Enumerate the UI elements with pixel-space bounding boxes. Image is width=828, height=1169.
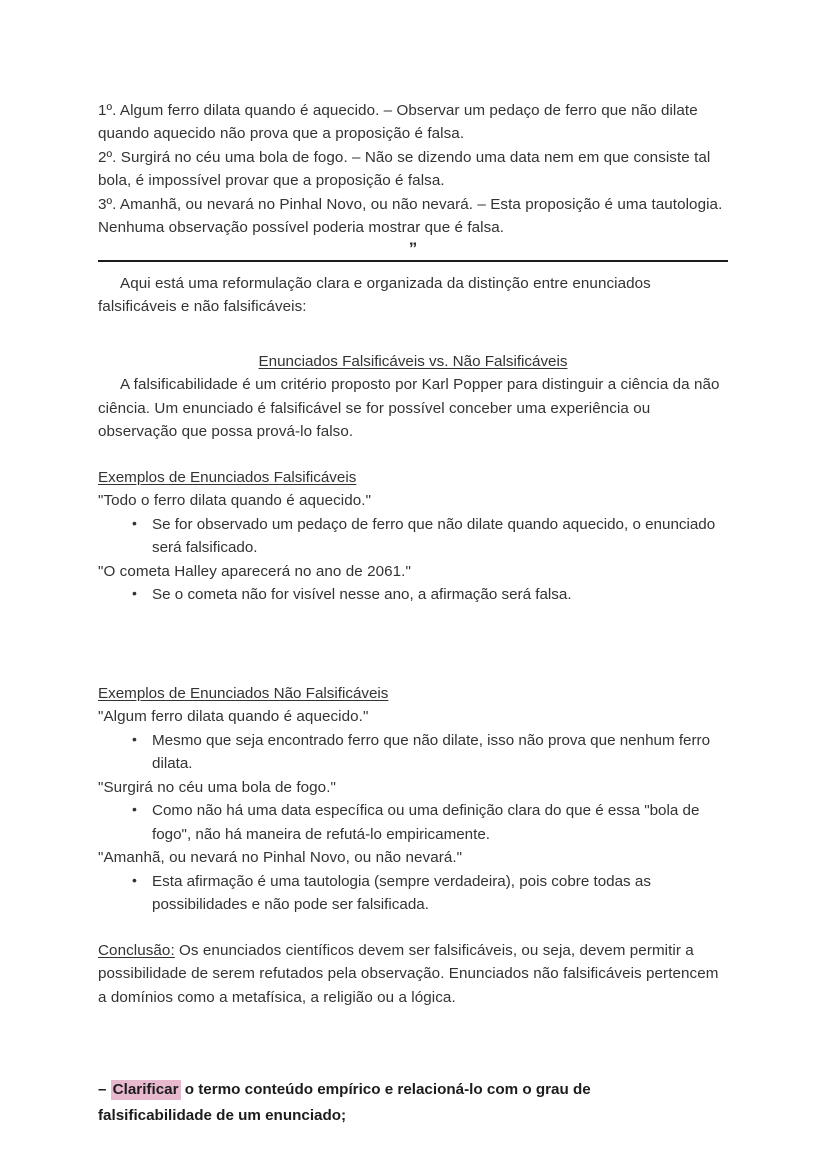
task-line-prefix: – [98,1081,111,1099]
spacer [98,1009,728,1055]
list-item: • Se o cometa não for visível nesse ano, a afirmação será falsa. [98,583,728,606]
numbered-statement: 3º. Amanhã, ou nevará no Pinhal Novo, ou não nevará. – Esta proposição é uma tautologia. Nenhuma observação possível poderia mostrar que é falsa. [98,195,723,237]
example-statement: "Surgirá no céu uma bola de fogo." [98,778,336,796]
example-statement: "O cometa Halley aparecerá no ano de 2061." [98,562,411,580]
example-statement: "Amanhã, ou nevará no Pinhal Novo, ou não nevará." [98,849,463,867]
list-item: • Mesmo que seja encontrado ferro que não dilate, isso não prova que nenhum ferro dilata. [98,729,728,776]
intro-paragraph: Aqui está uma reformulação clara e organizada da distinção entre enunciados falsificáveis e não falsificáveis: [98,274,651,316]
document-page [98,0,728,1129]
example-bullet-list [98,583,728,606]
numbered-statement: 1º. Algum ferro dilata quando é aquecido. – Observar um pedaço de ferro que não dilate quando aquecido não prova que a proposição é falsa. [98,102,698,143]
numbered-statement: 2º. Surgirá no céu uma bola de fogo. – Não se dizendo uma data nem em que consiste tal bola, é impossível provar que a proposição é falsa. [98,148,711,190]
example-statement: "Todo o ferro dilata quando é aquecido." [98,492,372,510]
list-item: • Como não há uma data específica ou uma definição clara do que é essa "bola de fogo", não há maneira de refutá-lo empiricamente. [98,799,728,846]
spacer [98,444,728,466]
spacer [98,1055,728,1077]
example-bullet-list [98,513,728,560]
definition-paragraph: A falsificabilidade é um critério proposto por Karl Popper para distinguir a ciência da não ciência. Um enunciado é falsificável se for possível conceber uma experiência ou observação que possa prová-lo falso. [98,376,720,441]
falsifiable-section-heading: Exemplos de Enunciados Falsificáveis [98,468,357,486]
list-item: • Esta afirmação é uma tautologia (sempre verdadeira), pois cobre todas as possibilidades e não pode ser falsificada. [98,870,728,917]
conclusion-paragraph [98,939,728,1009]
spacer [98,917,728,939]
numbered-statements-block [98,99,728,240]
spacer [98,607,728,682]
conclusion-label: Conclusão: [98,941,175,959]
non-falsifiable-section-heading: Exemplos de Enunciados Não Falsificáveis [98,684,389,702]
example-bullet-list [98,729,728,776]
highlighted-term: Clarificar [112,1081,179,1099]
horizontal-rule [98,260,728,262]
example-statement: "Algum ferro dilata quando é aquecido." [98,708,369,726]
closing-quote-mark: ” [408,238,418,258]
list-item: • Se for observado um pedaço de ferro que não dilate quando aquecido, o enunciado será falsificado. [98,513,728,560]
quote-divider [98,238,728,272]
conclusion-text: Os enunciados científicos devem ser falsificáveis, ou seja, devem permitir a possibilidade de serem refutados pela observação. Enunciados não falsificáveis pertencem a domínios como a metafísica, a religião ou a lógica. [98,941,719,1006]
example-bullet-list [98,799,728,846]
task-line-suffix: o termo conteúdo empírico e relacioná-lo com o grau de falsificabilidade de um enunciado; [98,1081,591,1125]
spacer [98,319,728,350]
section-title: Enunciados Falsificáveis vs. Não Falsificáveis [258,352,568,370]
task-line [98,1077,658,1129]
example-bullet-list [98,870,728,917]
